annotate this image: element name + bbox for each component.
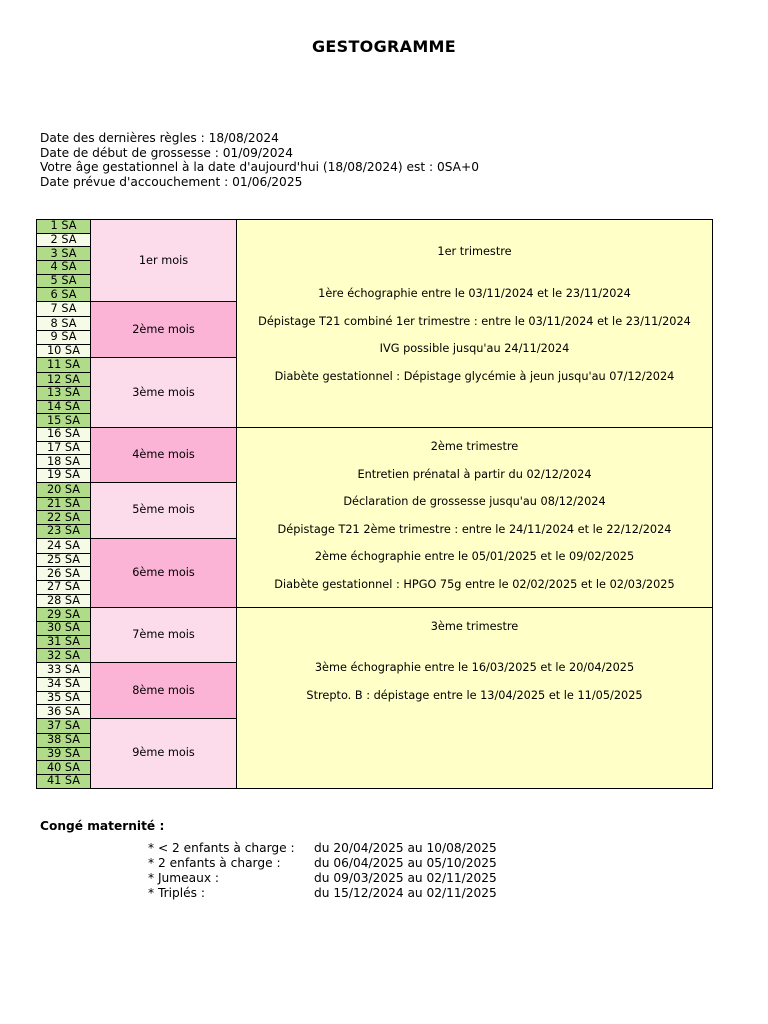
leave-row [148,886,497,901]
pregnancy-info [40,131,479,190]
leave-label: * Triplés : [148,886,205,900]
trimester-title: 3ème trimestre [430,620,519,634]
week-cell: 4 SA [37,261,91,275]
trimester-milestone: 1ère échographie entre le 03/11/2024 et le 23/11/2024 [318,287,631,300]
week-cell: 10 SA [37,344,91,358]
week-cell: 3 SA [37,247,91,261]
week-cell: 36 SA [37,705,91,719]
week-cell: 2 SA [37,233,91,247]
month-cell: 8ème mois [91,663,237,719]
week-cell: 25 SA [37,553,91,567]
week-cell: 32 SA [37,649,91,663]
week-cell: 13 SA [37,386,91,400]
week-cell: 23 SA [37,525,91,539]
trimester-milestone: Strepto. B : dépistage entre le 13/04/2025 et le 11/05/2025 [306,689,643,703]
trimester-cell [237,220,713,428]
month-cell: 1er mois [91,220,237,302]
month-cell: 2ème mois [91,302,237,358]
trimester-milestone: Dépistage T21 combiné 1er trimestre : entre le 03/11/2024 et le 23/11/2024 [258,315,691,328]
week-cell: 31 SA [37,635,91,649]
page-title: GESTOGRAMME [311,37,456,56]
week-cell: 21 SA [37,497,91,511]
week-cell: 26 SA [37,567,91,581]
leave-dates: du 15/12/2024 au 02/11/2025 [314,886,497,900]
info-gestational-age: Votre âge gestationnel à la date d'aujourd'hui (18/08/2024) est : 0SA+0 [40,160,479,175]
leave-label: * 2 enfants à charge : [148,856,281,870]
week-row [37,220,713,234]
week-cell: 11 SA [37,358,91,373]
leave-dates: du 20/04/2025 au 10/08/2025 [314,841,497,855]
trimester-milestone: Entretien prénatal à partir du 02/12/2024 [357,468,592,481]
trimester-milestone: IVG possible jusqu'au 24/11/2024 [379,342,570,355]
trimester-title: 1er trimestre [437,245,512,258]
week-cell: 30 SA [37,622,91,636]
week-cell: 19 SA [37,469,91,483]
week-cell: 22 SA [37,511,91,525]
week-cell: 17 SA [37,441,91,455]
month-cell: 3ème mois [91,358,237,428]
trimester-cell [237,608,713,788]
trimester-milestone: Diabète gestationnel : HPGO 75g entre le 02/02/2025 et le 02/03/2025 [274,578,675,591]
info-pregnancy-start: Date de début de grossesse : 01/09/2024 [40,145,293,160]
week-cell: 29 SA [37,608,91,622]
week-cell: 37 SA [37,719,91,734]
week-cell: 7 SA [37,302,91,317]
week-cell: 15 SA [37,414,91,428]
week-cell: 34 SA [37,678,91,692]
week-cell: 33 SA [37,663,91,678]
week-cell: 18 SA [37,455,91,469]
leave-row [148,856,497,871]
month-cell: 7ème mois [91,608,237,663]
leave-row [148,841,497,856]
leave-row [148,871,497,886]
week-cell: 39 SA [37,747,91,761]
month-cell: 9ème mois [91,719,237,789]
leave-label: * < 2 enfants à charge : [148,841,295,855]
leave-label: * Jumeaux : [148,871,220,885]
week-cell: 20 SA [37,482,91,497]
week-cell: 35 SA [37,691,91,705]
month-cell: 6ème mois [91,538,237,608]
gestogram-table [36,219,713,789]
leave-dates: du 09/03/2025 au 02/11/2025 [314,871,497,885]
week-cell: 1 SA [37,220,91,234]
week-cell: 14 SA [37,400,91,414]
week-cell: 27 SA [37,581,91,595]
week-cell: 8 SA [37,317,91,331]
week-cell: 38 SA [37,734,91,748]
month-cell: 4ème mois [91,428,237,483]
info-due-date: Date prévue d'accouchement : 01/06/2025 [40,175,303,190]
trimester-milestone: Diabète gestationnel : Dépistage glycémie à jeun jusqu'au 07/12/2024 [274,370,675,383]
week-cell: 40 SA [37,761,91,775]
month-cell: 5ème mois [91,482,237,538]
week-row [37,608,713,622]
week-row [37,428,713,442]
week-cell: 5 SA [37,274,91,288]
week-cell: 24 SA [37,538,91,553]
week-cell: 12 SA [37,373,91,387]
week-cell: 9 SA [37,330,91,344]
trimester-milestone: Dépistage T21 2ème trimestre : entre le 24/11/2024 et le 22/12/2024 [277,523,672,536]
info-last-period: Date des dernières règles : 18/08/2024 [40,131,279,145]
maternity-leave-title: Congé maternité : [40,819,165,833]
leave-dates: du 06/04/2025 au 05/10/2025 [314,856,497,870]
trimester-cell [237,428,713,608]
week-cell: 16 SA [37,428,91,442]
trimester-title: 2ème trimestre [430,440,519,453]
maternity-leave-list [148,841,497,901]
trimester-milestone: Déclaration de grossesse jusqu'au 08/12/2024 [343,495,606,508]
week-cell: 28 SA [37,594,91,608]
week-cell: 41 SA [37,775,91,789]
trimester-milestone: 2ème échographie entre le 05/01/2025 et le 09/02/2025 [314,550,635,563]
week-cell: 6 SA [37,288,91,302]
trimester-milestone: 3ème échographie entre le 16/03/2025 et le 20/04/2025 [314,661,635,675]
